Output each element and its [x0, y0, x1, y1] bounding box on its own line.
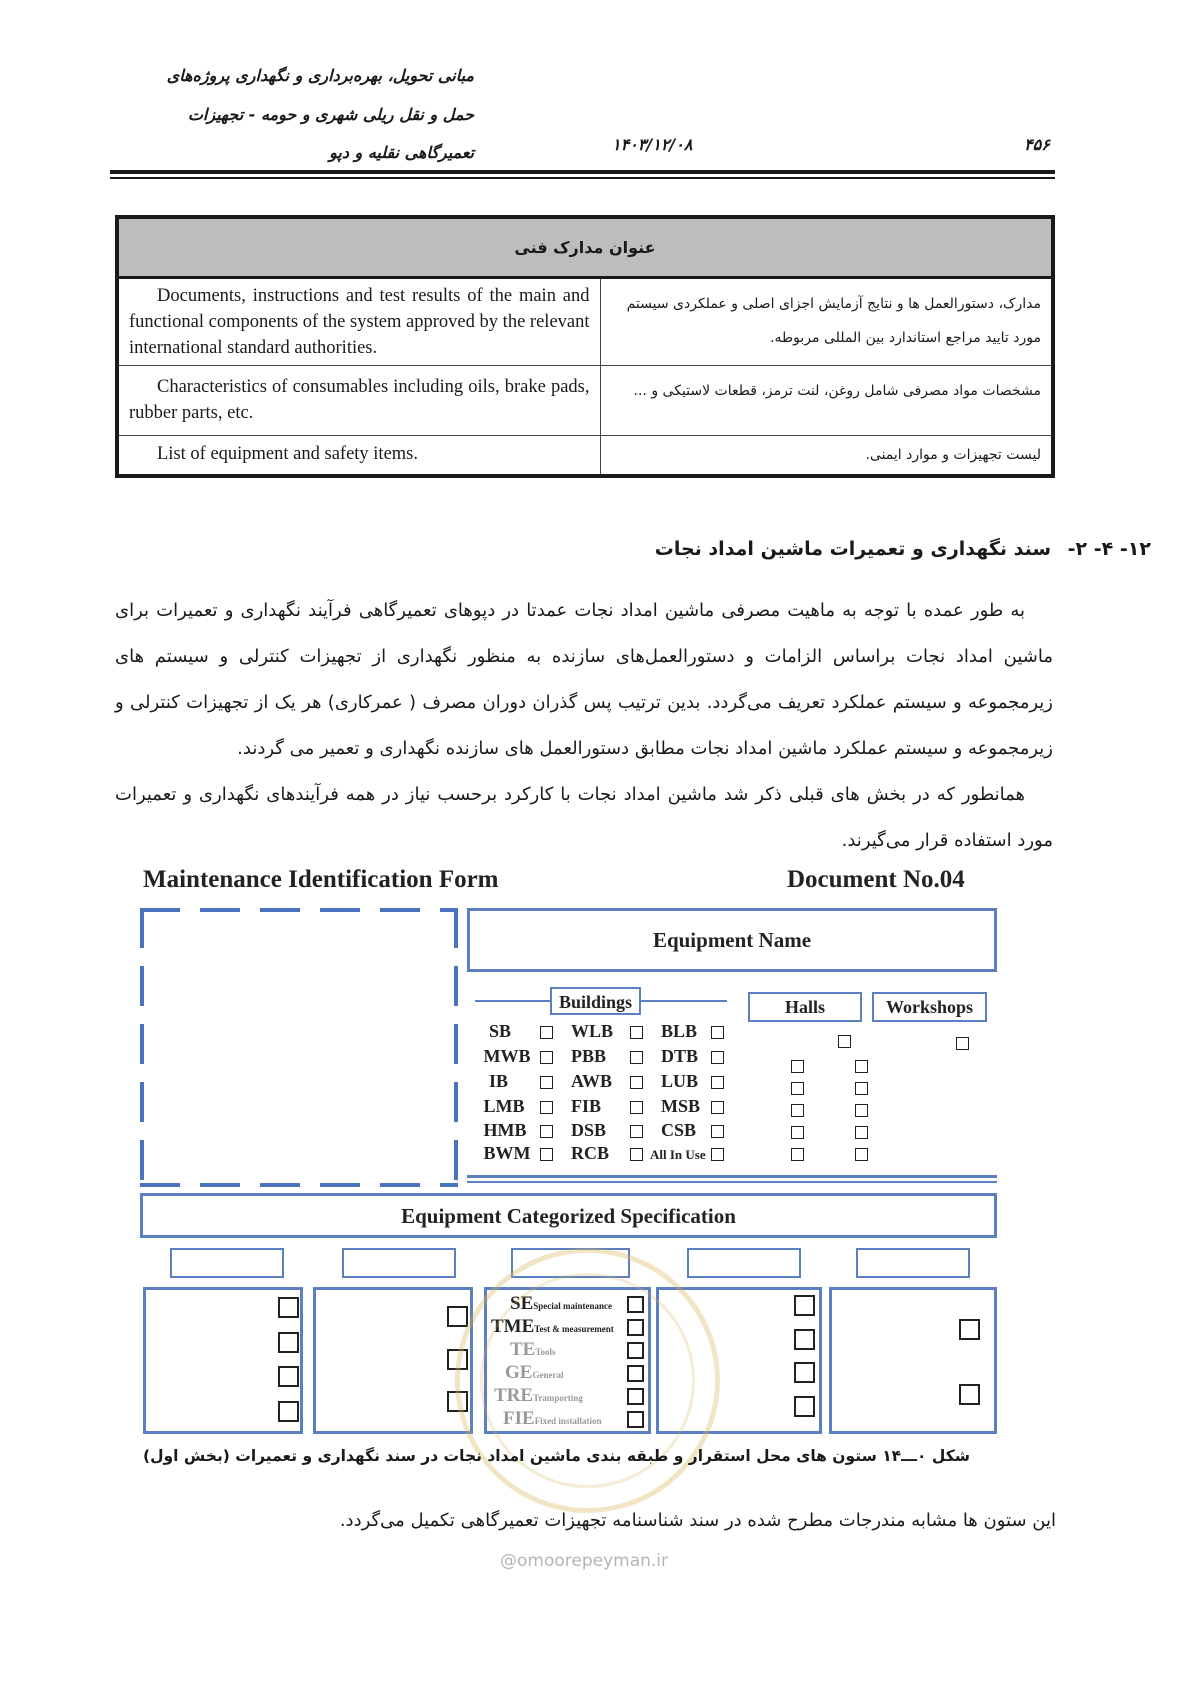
- category-label: [856, 1248, 970, 1278]
- table-cell-fa: لیست تجهیزات و موارد ایمنی.: [600, 435, 1053, 476]
- building-code: HMB: [483, 1120, 527, 1140]
- image-placeholder-top: [140, 908, 458, 912]
- category-checkbox[interactable]: [794, 1295, 815, 1316]
- building-code: FIB: [571, 1096, 602, 1116]
- category-code-text: TE: [510, 1339, 536, 1360]
- building-code: DTB: [661, 1046, 699, 1066]
- category-checkbox[interactable]: [959, 1384, 980, 1405]
- building-checkbox[interactable]: [540, 1101, 553, 1114]
- building-code: BLB: [661, 1021, 698, 1041]
- equipment-name-box: [467, 908, 997, 972]
- technical-documents-table: [115, 215, 1055, 478]
- section-title: سند نگهداری و تعمیرات ماشین امداد نجات: [654, 538, 1052, 560]
- category-code-text: TRE: [494, 1385, 534, 1406]
- category-checkbox[interactable]: [794, 1396, 815, 1417]
- category-label: [687, 1248, 801, 1278]
- building-checkbox[interactable]: [711, 1026, 724, 1039]
- hall-checkbox[interactable]: [855, 1148, 868, 1161]
- buildings-label: Buildings: [550, 987, 641, 1015]
- section-paragraph-2: همانطور که در بخش های قبلی ذکر شد ماشین امداد نجات با کارکرد برحسب نیاز در همه فرآیندهای نگهداری و تعمیرات مورد استفاده قرار می‌گیرند.: [115, 784, 1053, 851]
- building-code: All In Use: [650, 1147, 706, 1162]
- building-code: IB: [489, 1071, 509, 1091]
- hall-checkbox[interactable]: [791, 1148, 804, 1161]
- building-code: CSB: [661, 1120, 697, 1140]
- table-row: [117, 365, 1053, 435]
- category-code-text: FIE: [503, 1408, 535, 1429]
- building-code: RCB: [571, 1143, 610, 1163]
- category-desc: Fixed installation: [534, 1416, 602, 1426]
- watermark-site: @omoorepeyman.ir: [500, 1551, 669, 1571]
- after-text: این ستون ها مشابه مندرجات مطرح شده در سند شناسنامه تجهیزات تعمیرگاهی تکمیل می‌گردد.: [339, 1510, 1056, 1531]
- halls-all-checkbox[interactable]: [838, 1035, 851, 1048]
- building-checkbox[interactable]: [540, 1051, 553, 1064]
- form-document-no: Document No.04: [787, 866, 965, 893]
- category-code-text: SE: [510, 1293, 534, 1314]
- building-checkbox[interactable]: [630, 1026, 643, 1039]
- hall-checkbox[interactable]: [791, 1104, 804, 1117]
- equipment-name-label: Equipment Name: [652, 928, 812, 952]
- building-checkbox[interactable]: [540, 1076, 553, 1089]
- category-checkbox[interactable]: [794, 1362, 815, 1383]
- category-code-text: TME: [491, 1316, 535, 1337]
- location-bottom-rule-2: [467, 1181, 997, 1183]
- halls-label: Halls: [748, 992, 862, 1022]
- category-checkbox[interactable]: [278, 1297, 299, 1318]
- image-placeholder-left: [140, 908, 144, 1187]
- building-code: BWM: [483, 1143, 531, 1163]
- building-code: PBB: [571, 1046, 607, 1066]
- category-desc: General: [532, 1370, 564, 1380]
- image-placeholder-right: [454, 908, 458, 1187]
- building-checkbox[interactable]: [540, 1148, 553, 1161]
- hall-checkbox[interactable]: [791, 1126, 804, 1139]
- building-code: AWB: [571, 1071, 613, 1091]
- header-rule-thin: [110, 177, 1055, 179]
- table-heading: عنوان مدارک فنی: [117, 217, 1053, 277]
- header-date: ۱۴۰۳/۱۲/۰۸: [612, 135, 693, 154]
- building-checkbox[interactable]: [630, 1148, 643, 1161]
- section-paragraph: به طور عمده با توجه به ماهیت مصرفی ماشین امداد نجات عمدتا در دپوهای تعمیرگاهی فرآیند نگهداری و تعمیرات برای ماشین امداد نجات براساس الزامات و دستورالعمل‌های سازنده به منظور نگهداری از تجهیزات کنترلی و سیستم های زیرمجموعه و سیستم عملکرد تعریف می‌گردد. بدین ترتیب پس گذران دوران مصرف ( عمرکاری) هر یک از تجهیزات کنترلی و زیرمجموعه و سیستم عملکرد ماشین امداد نجات مطابق دستورالعمل های سازنده نگهداری و تعمیر می گردند.: [115, 600, 1053, 759]
- category-code-text: GE: [505, 1362, 533, 1383]
- header-title-line3: تعمیرگاهی نقلیه و دپو: [329, 143, 474, 162]
- category-desc: Tools: [535, 1347, 556, 1357]
- building-code: LUB: [661, 1071, 699, 1091]
- building-checkbox[interactable]: [540, 1026, 553, 1039]
- category-checkbox[interactable]: [959, 1319, 980, 1340]
- category-box: [829, 1287, 997, 1434]
- building-checkbox[interactable]: [630, 1125, 643, 1138]
- category-checkbox[interactable]: [278, 1401, 299, 1422]
- building-checkbox[interactable]: [540, 1125, 553, 1138]
- workshops-all-checkbox[interactable]: [956, 1037, 969, 1050]
- category-checkbox[interactable]: [794, 1329, 815, 1350]
- table-cell-fa: مشخصات مواد مصرفی شامل روغن، لنت ترمز، قطعات لاستیکی و ...: [600, 365, 1053, 435]
- image-placeholder-bottom: [140, 1183, 458, 1187]
- header-title-line2: حمل و نقل ریلی شهری و حومه - تجهیزات: [187, 105, 474, 124]
- table-cell-en: Documents, instructions and test results of the main and functional components of the system approved by the relevant international standard authorities.: [117, 277, 600, 365]
- page-number: ۴۵۶: [1024, 135, 1050, 154]
- hall-checkbox[interactable]: [791, 1082, 804, 1095]
- building-code: LMB: [483, 1096, 525, 1116]
- form-title: Maintenance Identification Form: [143, 866, 499, 893]
- table-cell-en: List of equipment and safety items.: [117, 435, 600, 476]
- header-rule-thick: [110, 170, 1055, 174]
- buildings-rule-right: [641, 1000, 727, 1002]
- building-checkbox[interactable]: [630, 1076, 643, 1089]
- workshops-label: Workshops: [872, 992, 987, 1022]
- category-desc: Tramporting: [533, 1393, 583, 1403]
- hall-checkbox[interactable]: [855, 1082, 868, 1095]
- section-heading: [655, 538, 1151, 560]
- building-checkbox[interactable]: [630, 1051, 643, 1064]
- table-row: [117, 435, 1053, 476]
- table-row: [117, 277, 1053, 365]
- building-code: DSB: [571, 1120, 607, 1140]
- category-checkbox[interactable]: [278, 1366, 299, 1387]
- building-checkbox[interactable]: [630, 1101, 643, 1114]
- hall-checkbox[interactable]: [791, 1060, 804, 1073]
- category-checkbox[interactable]: [447, 1306, 468, 1327]
- category-label: [170, 1248, 284, 1278]
- building-code: WLB: [571, 1021, 614, 1041]
- hall-checkbox[interactable]: [855, 1060, 868, 1073]
- category-label: [342, 1248, 456, 1278]
- buildings-rule-left: [475, 1000, 550, 1002]
- building-code: SB: [489, 1021, 512, 1041]
- building-checkbox[interactable]: [711, 1076, 724, 1089]
- category-desc: Special maintenance: [533, 1301, 612, 1311]
- building-code: MSB: [661, 1096, 701, 1116]
- location-bottom-rule: [467, 1175, 997, 1178]
- spec-label: Equipment Categorized Specification: [401, 1204, 736, 1228]
- hall-checkbox[interactable]: [855, 1126, 868, 1139]
- building-checkbox[interactable]: [711, 1101, 724, 1114]
- section-number: ۱۲- ۴- ۲-: [1067, 538, 1151, 560]
- hall-checkbox[interactable]: [855, 1104, 868, 1117]
- building-code: MWB: [483, 1046, 531, 1066]
- building-checkbox[interactable]: [711, 1148, 724, 1161]
- category-desc: Test & measurement: [534, 1324, 614, 1334]
- category-checkbox[interactable]: [278, 1332, 299, 1353]
- table-cell-fa: مدارک، دستورالعمل ها و نتایج آزمایش اجزای اصلی و عملکردی سیستم مورد تایید مراجع استاندارد بین المللی مربوطه.: [600, 277, 1053, 365]
- building-checkbox[interactable]: [711, 1051, 724, 1064]
- spec-header-box: [140, 1193, 997, 1238]
- table-cell-en: Characteristics of consumables including oils, brake pads, rubber parts, etc.: [117, 365, 600, 435]
- building-checkbox[interactable]: [711, 1125, 724, 1138]
- header-title-line1: مبانی تحویل، بهره‌برداری و نگهداری پروژه‌های: [166, 66, 474, 85]
- figure-caption: شکل ۰ـــ۱۴ ستون های محل استقرار و طبقه بندی ماشین امداد نجات در سند نگهداری و تعمیرات (بخش اول): [143, 1447, 970, 1465]
